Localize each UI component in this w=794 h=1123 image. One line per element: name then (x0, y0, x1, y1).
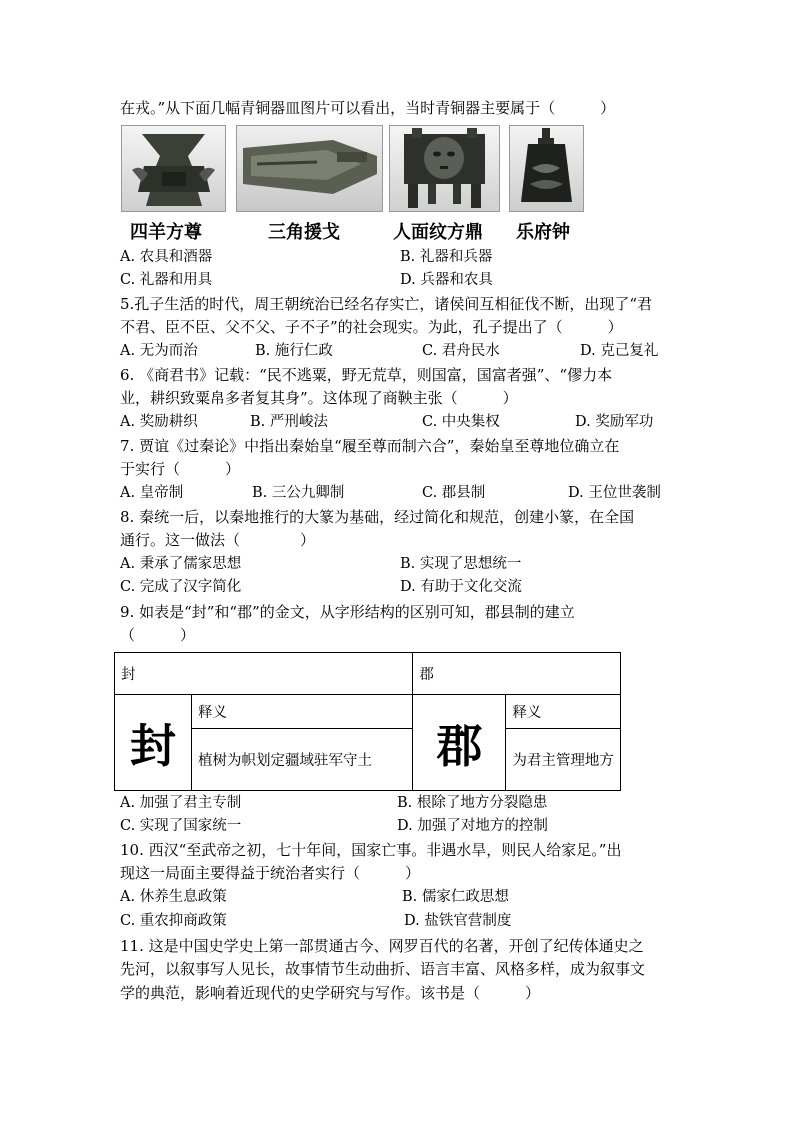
q6-option-a: A. 奖励耕织 (120, 414, 198, 430)
q7-option-d: D. 王位世袭制 (568, 485, 661, 501)
caption-sheep-zun: 四羊方尊 (130, 222, 202, 243)
table-head-feng: 封 (115, 653, 413, 695)
bronze-script-table (114, 652, 621, 791)
q11-stem-line3: 学的典范，影响着近现代的史学研究与写作。该书是（ ） (120, 984, 541, 1002)
q6-option-b: B. 严刑峻法 (250, 414, 328, 430)
square-ding-face-icon (390, 126, 499, 211)
q4-option-d: D. 兵器和农具 (400, 272, 493, 288)
q9-option-d: D. 加强了对地方的控制 (397, 818, 548, 834)
q8-option-d: D. 有助于文化交流 (400, 579, 522, 595)
q8-option-b: B. 实现了思想统一 (400, 556, 522, 572)
ritual-vessel-zun-image (121, 125, 226, 212)
q6-option-d: D. 奖励军功 (575, 414, 654, 430)
q6-option-c: C. 中央集权 (422, 414, 500, 430)
table-head-jun: 郡 (413, 653, 621, 695)
ritual-vessel-zun-icon (122, 126, 225, 211)
q5-stem-line2: 不君、臣不臣、父不父、子不子”的社会现实。为此，孔子提出了（ ） (120, 318, 623, 336)
q6-stem-line2: 业，耕织致粟帛多者复其身”。这体现了商鞅主张（ ） (120, 389, 518, 407)
caption-bell: 乐府钟 (516, 222, 570, 243)
q10-stem-line2: 现这一局面主要得益于统治者实行（ ） (120, 864, 421, 882)
q4-option-a: A. 农具和酒器 (120, 249, 213, 265)
q8-stem-line1: 8. 秦统一后，以秦地推行的大篆为基础，经过简化和规范，创建小篆，在全国 (120, 508, 635, 526)
q11-stem-line1: 11. 这是中国史学史上第一部贯通古今、网罗百代的名著，开创了纪传体通史之 (120, 937, 644, 955)
q8-option-c: C. 完成了汉字简化 (120, 579, 242, 595)
feng-bronze-glyph: 封 (115, 695, 192, 791)
q10-stem-line1: 10. 西汉“至武帝之初，七十年间，国家亡事。非遇水旱，则民人给家足。”出 (120, 841, 622, 859)
q5-option-c: C. 君舟民水 (422, 343, 500, 359)
q5-option-b: B. 施行仁政 (255, 343, 333, 359)
q4-option-c: C. 礼器和用具 (120, 272, 213, 288)
bronze-bell-image (509, 125, 584, 212)
q7-option-b: B. 三公九卿制 (252, 485, 345, 501)
q7-option-a: A. 皇帝制 (120, 485, 184, 501)
q9-option-a: A. 加强了君主专制 (120, 795, 242, 811)
q9-option-b: B. 根除了地方分裂隐患 (397, 795, 548, 811)
q10-option-c: C. 重农抑商政策 (120, 913, 227, 929)
jun-bronze-glyph: 郡 (413, 695, 506, 791)
feng-meaning-text: 植树为帜划定疆域驻军守土 (192, 729, 413, 791)
q7-option-c: C. 郡县制 (422, 485, 486, 501)
square-ding-face-image (389, 125, 500, 212)
bronze-dagger-axe-icon (237, 126, 382, 211)
caption-face-ding: 人面纹方鼎 (393, 222, 483, 243)
q7-stem-line1: 7. 贾谊《过秦论》中指出秦始皇“履至尊而制六合”，秦始皇至尊地位确立在 (120, 437, 620, 455)
jun-meaning-label: 释义 (506, 695, 621, 729)
q4-stem-tail: 在戎。”从下面几幅青铜器皿图片可以看出，当时青铜器主要属于（ ） (120, 99, 616, 117)
q11-stem-line2: 先河，以叙事写人见长，故事情节生动曲折、语言丰富、风格多样，成为叙事文 (120, 960, 646, 978)
caption-dagger-axe: 三角援戈 (268, 222, 340, 243)
q8-stem-line2: 通行。这一做法（ ） (120, 531, 316, 549)
feng-meaning-label: 释义 (192, 695, 413, 729)
q4-option-b: B. 礼器和兵器 (400, 249, 493, 265)
q6-stem-line1: 6. 《商君书》记载：“民不逃粟，野无荒草，则国富，国富者强”、“僇力本 (120, 366, 613, 384)
q10-option-b: B. 儒家仁政思想 (402, 889, 509, 905)
q10-option-a: A. 休养生息政策 (120, 889, 227, 905)
q7-stem-line2: 于实行（ ） (120, 460, 241, 478)
q9-stem-line2: （ ） (120, 626, 196, 644)
q8-option-a: A. 秉承了儒家思想 (120, 556, 242, 572)
q9-stem-line1: 9. 如表是“封”和“郡”的金文，从字形结构的区别可知，郡县制的建立 (120, 603, 575, 621)
q5-option-d: D. 克己复礼 (580, 343, 659, 359)
bronze-dagger-axe-image (236, 125, 383, 212)
jun-meaning-text: 为君主管理地方 (506, 729, 621, 791)
q5-option-a: A. 无为而治 (120, 343, 198, 359)
bronze-bell-icon (510, 126, 583, 211)
q5-stem-line1: 5.孔子生活的时代，周王朝统治已经名存实亡，诸侯间互相征伐不断，出现了“君 (120, 295, 652, 313)
q9-option-c: C. 实现了国家统一 (120, 818, 242, 834)
q10-option-d: D. 盐铁官营制度 (404, 913, 512, 929)
